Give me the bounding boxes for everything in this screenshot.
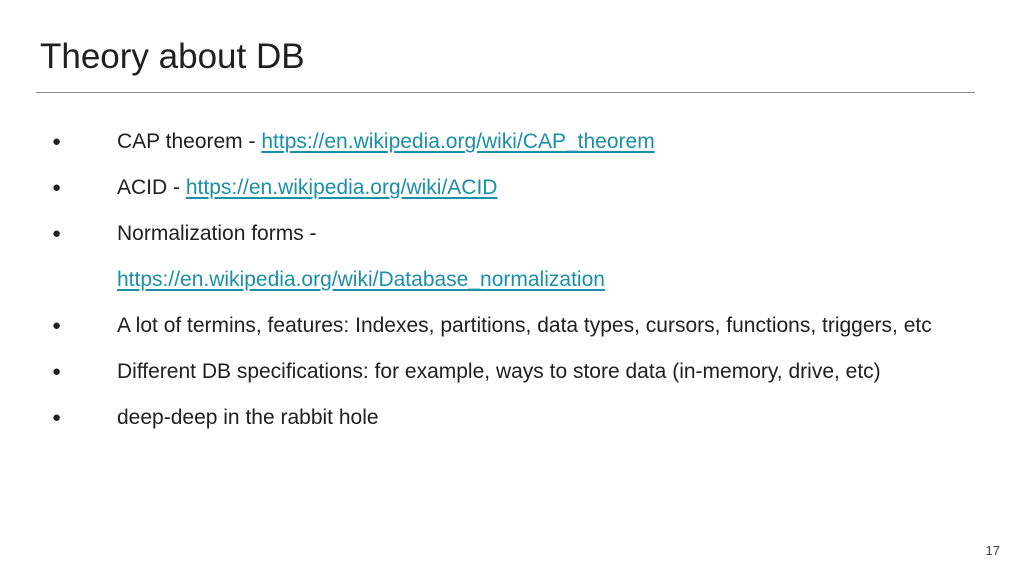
page-number: 17 [985, 543, 1000, 558]
bullet-item-cap-theorem [48, 119, 968, 165]
database-normalization-link[interactable]: https://en.wikipedia.org/wiki/Database_normalization [117, 268, 605, 291]
bullet-list [48, 119, 968, 441]
bullet-item-rabbit-hole [48, 395, 968, 441]
bullet-text: A lot of termins, features: Indexes, partitions, data types, cursors, functions, triggers, etc [117, 314, 932, 337]
slide-title: Theory about DB [40, 37, 305, 76]
bullet-dot-icon: ● [52, 317, 62, 334]
bullet-item-termins-features [48, 303, 968, 349]
acid-link[interactable]: https://en.wikipedia.org/wiki/ACID [185, 176, 498, 199]
bullet-dot-icon: ● [52, 363, 62, 380]
bullet-item-normalization-forms [48, 211, 968, 303]
title-divider [36, 92, 975, 93]
bullet-text: CAP theorem - [117, 130, 262, 153]
bullet-text: Normalization forms - [117, 222, 317, 245]
cap-theorem-link[interactable]: https://en.wikipedia.org/wiki/CAP_theorem [261, 130, 655, 153]
bullet-dot-icon: ● [52, 179, 62, 196]
bullet-dot-icon: ● [52, 225, 62, 242]
bullet-text: Different DB specifications: for example, ways to store data (in-memory, drive, etc) [117, 360, 881, 383]
bullet-text: ACID - [117, 176, 186, 199]
bullet-dot-icon: ● [52, 133, 62, 150]
bullet-item-db-specifications [48, 349, 968, 395]
bullet-text: deep-deep in the rabbit hole [117, 406, 379, 429]
bullet-dot-icon: ● [52, 409, 62, 426]
bullet-item-acid [48, 165, 968, 211]
